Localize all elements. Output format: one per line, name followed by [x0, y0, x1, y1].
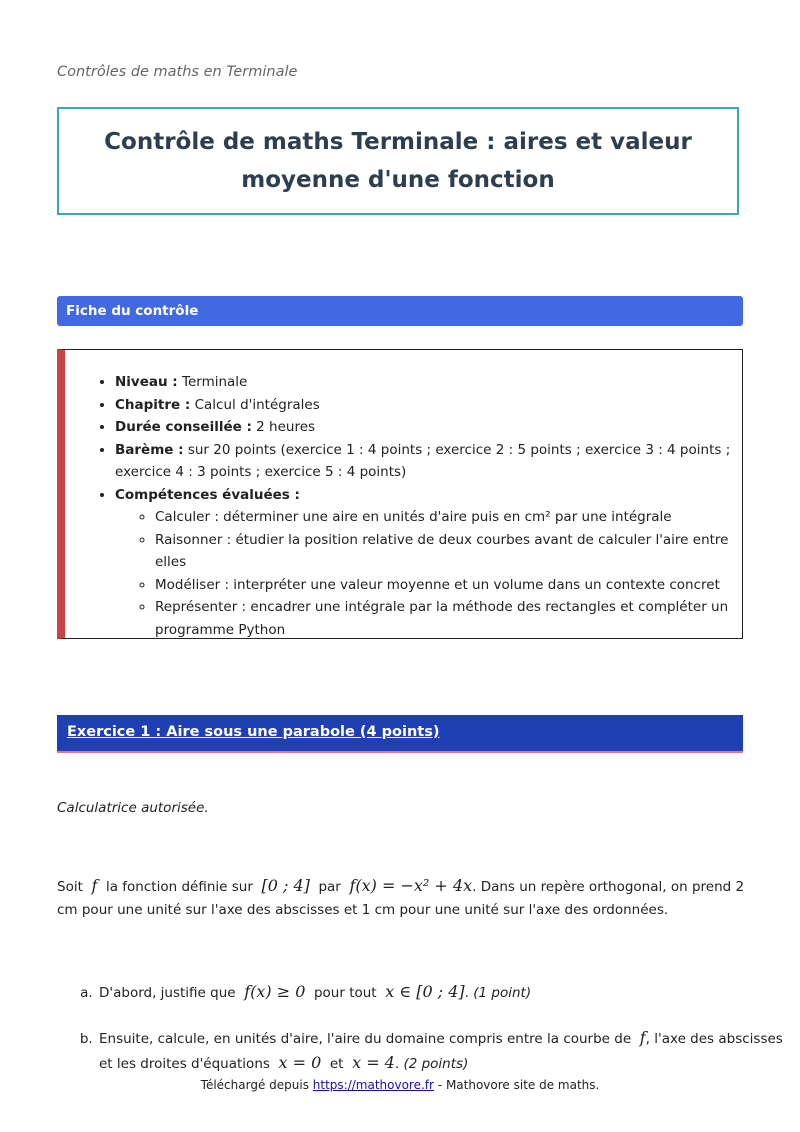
footer-link[interactable]: https://mathovore.fr: [312, 1078, 434, 1092]
intro-text: Soit: [57, 879, 83, 895]
fiche-value: sur 20 points (exercice 1 : 4 points ; exercice 2 : 5 points ; exercice 3 : 4 points ; exercice 4 : 3 points ; exercice 5 : 4 points): [115, 441, 731, 480]
fiche-heading: Fiche du contrôle: [57, 296, 743, 326]
fiche-item-competences: [115, 484, 742, 642]
intro-text: la fonction définie sur: [105, 879, 253, 895]
fiche-box: [57, 349, 743, 639]
math-equation: x = 0: [278, 1053, 322, 1072]
competence-item: ◦ Raisonner : étudier la position relative de deux courbes avant de calculer l'aire entre elles: [155, 529, 742, 574]
competence-item: ◦ Modéliser : interpréter une valeur moyenne et un volume dans un contexte concret: [155, 574, 742, 597]
footer-suffix: - Mathovore site de maths.: [437, 1078, 600, 1092]
fiche-item-niveau: [115, 371, 742, 394]
page-title: Contrôle de maths Terminale : aires et valeur moyenne d'une fonction: [104, 129, 692, 193]
math-f: f: [639, 1028, 646, 1047]
math-domain: x ∈ [0 ; 4]: [385, 982, 465, 1001]
fiche-item-duree: [115, 416, 742, 439]
exercise-heading-text: Exercice 1 : Aire sous une parabole (4 points): [67, 724, 440, 740]
math-function: f(x) = −x² + 4x: [349, 876, 473, 895]
exercise-intro: [57, 874, 747, 922]
math-interval: [0 ; 4]: [261, 876, 310, 895]
header-note: Contrôles de maths en Terminale: [57, 64, 298, 80]
fiche-value: Calcul d'intégrales: [194, 396, 320, 413]
question-text: Ensuite, calcule, en unités d'aire, l'aire du domaine compris entre la courbe de: [99, 1031, 632, 1047]
question-b: b. Ensuite, calcule, en unités d'aire, l'aire du domaine compris entre la courbe de f, l'axe des abscisses et les droites d'équations x = 0 et x = 4. (2 points): [97, 1026, 787, 1076]
question-text: D'abord, justifie que: [99, 985, 236, 1001]
competences-list: [115, 506, 742, 641]
competence-item: ◦ Calculer : déterminer une aire en unités d'aire puis en cm² par une intégrale: [155, 506, 742, 529]
fiche-item-chapitre: [115, 394, 742, 417]
fiche-label: Niveau :: [115, 374, 178, 390]
fiche-value: 2 heures: [256, 419, 316, 435]
calculator-note: Calculatrice autorisée.: [57, 800, 209, 816]
question-text: et: [329, 1056, 344, 1072]
footer-prefix: Téléchargé depuis: [200, 1078, 309, 1092]
fiche-value: Terminale: [182, 374, 248, 390]
question-a: a. D'abord, justifie que f(x) ≥ 0 pour tout x ∈ [0 ; 4]. (1 point): [97, 980, 787, 1005]
math-equation: x = 4: [352, 1053, 395, 1072]
math-inequality: f(x) ≥ 0: [244, 982, 306, 1001]
fiche-label: Chapitre :: [115, 396, 191, 413]
intro-text: . Dans un repère orthogonal, on prend 2 cm pour une unité sur l'axe des abscisses et 1 cm pour une unité sur l'axe des ordonnées.: [57, 879, 745, 918]
exercise-heading: [57, 715, 743, 753]
fiche-label: Barème :: [115, 441, 184, 458]
intro-text: par: [318, 879, 341, 895]
competence-item: ◦ Représenter : encadrer une intégrale par la méthode des rectangles et compléter un programme Python: [155, 596, 742, 641]
question-points: (1 point): [473, 985, 532, 1001]
question-text: pour tout: [313, 985, 377, 1001]
fiche-label: Compétences évaluées :: [115, 486, 300, 503]
fiche-item-bareme: [115, 439, 742, 484]
footer: [0, 1078, 800, 1092]
fiche-label: Durée conseillée :: [115, 419, 252, 435]
title-box: [57, 107, 739, 215]
question-points: (2 points): [403, 1056, 469, 1072]
math-f: f: [91, 876, 98, 895]
fiche-list: [65, 371, 742, 641]
question-text: , l'axe des abscisses et les droites d'équations: [99, 1031, 783, 1072]
